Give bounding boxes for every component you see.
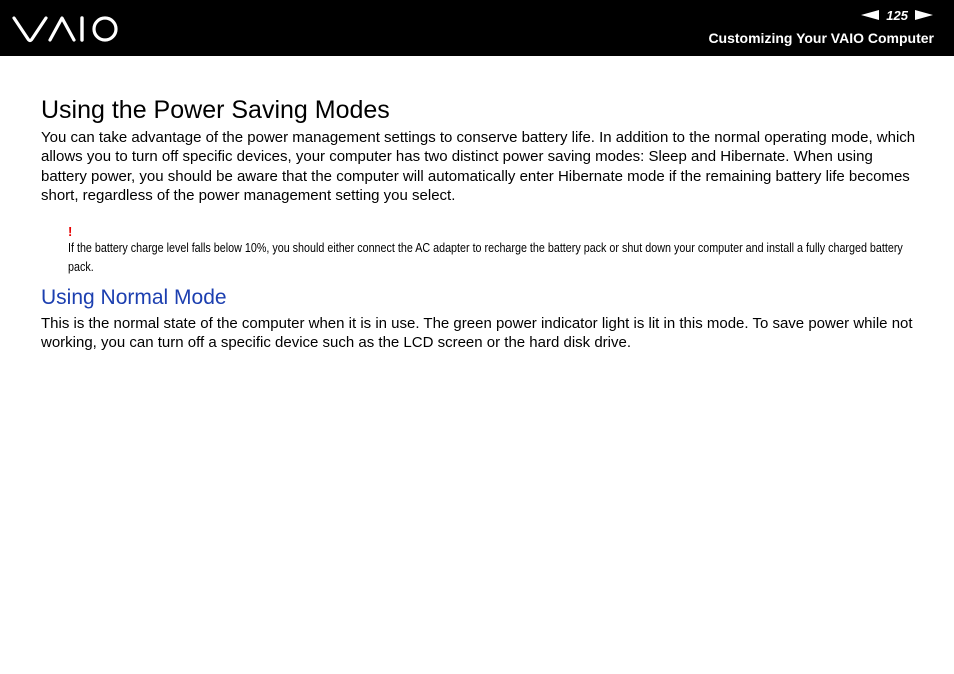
right-arrow-icon[interactable] <box>914 9 934 21</box>
subsection-paragraph: This is the normal state of the computer when it is in use. The green power indicator light is lit in this mode. To save power while not working, you can turn off a specific device such as the LCD screen or the hard disk drive. <box>41 315 913 352</box>
section-title: Customizing Your VAIO Computer <box>708 30 934 46</box>
main-content <box>41 94 921 353</box>
exclamation-icon: ! <box>68 224 73 240</box>
header-bar <box>0 0 954 56</box>
vaio-logo <box>12 14 122 44</box>
intro-paragraph: You can take advantage of the power management settings to conserve battery life. In addition to the normal operating mode, which allows you to turn off specific devices, your computer has two distinct power saving modes: Sleep and Hibernate. When using battery power, you should be aware that the computer will automatically enter Hibernate mode if the remaining battery life becomes short, regardless of the power management setting you select. <box>41 129 916 204</box>
page-navigation <box>860 7 934 23</box>
left-arrow-icon[interactable] <box>860 9 880 21</box>
page-title: Using the Power Saving Modes <box>41 96 390 124</box>
warning-note <box>68 225 913 276</box>
note-text: If the battery charge level falls below 10%, you should either connect the AC adapter to recharge the battery pack or shut down your computer and install a fully charged battery pack. <box>68 241 903 274</box>
subsection-title: Using Normal Mode <box>41 286 227 310</box>
page-number: 125 <box>886 7 908 23</box>
